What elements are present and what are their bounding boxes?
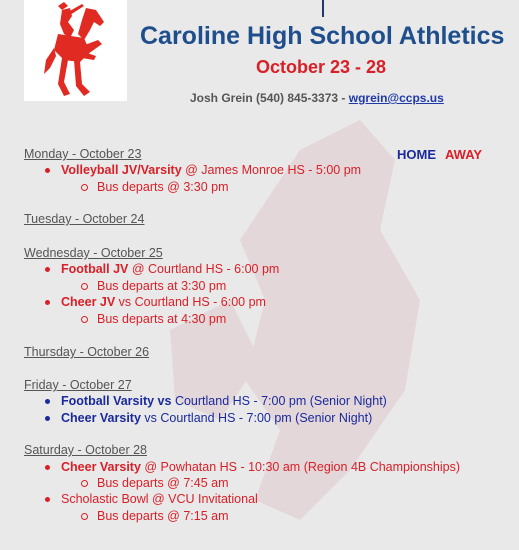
day-heading-wednesday: Wednesday - October 25 xyxy=(24,246,163,260)
bullet-icon xyxy=(45,497,50,502)
bus-departure: Bus departs @ 3:30 pm xyxy=(97,180,229,194)
event-team: Football JV xyxy=(61,262,129,276)
bus-departure: Bus departs at 3:30 pm xyxy=(97,279,227,293)
school-logo xyxy=(24,0,127,101)
sub-bullet-icon xyxy=(81,184,88,191)
bus-departure: Bus departs @ 7:45 am xyxy=(97,476,229,490)
contact-email-link[interactable]: wgrein@ccps.us xyxy=(348,91,444,105)
page-title: Caroline High School Athletics xyxy=(140,22,505,50)
event-team: Football Varsity vs xyxy=(61,394,172,408)
bullet-icon xyxy=(45,399,50,404)
event-details: vs Courtland HS - 6:00 pm xyxy=(115,295,266,309)
cavalier-horse-rider-icon xyxy=(24,0,127,101)
sub-bullet-icon xyxy=(81,480,88,487)
event-team: Cheer JV xyxy=(61,295,116,309)
event-team: Volleyball JV/Varsity xyxy=(61,163,182,177)
bullet-icon xyxy=(45,168,50,173)
date-range: October 23 - 28 xyxy=(256,57,387,77)
day-heading-thursday: Thursday - October 26 xyxy=(24,345,150,359)
sub-bullet-icon xyxy=(81,316,88,323)
event-details: @ James Monroe HS - 5:00 pm xyxy=(181,163,362,177)
event-details: @ Powhatan HS - 10:30 am (Region 4B Championships) xyxy=(140,460,461,474)
day-heading-monday: Monday - October 23 xyxy=(24,147,142,161)
bullet-icon xyxy=(45,267,50,272)
event-details: Scholastic Bowl @ VCU Invitational xyxy=(61,492,258,506)
day-heading-saturday: Saturday - October 28 xyxy=(24,443,147,457)
event-details: @ Courtland HS - 6:00 pm xyxy=(128,262,280,276)
bullet-icon xyxy=(45,300,50,305)
sub-bullet-icon xyxy=(81,513,88,520)
event-team: Cheer Varsity xyxy=(61,411,141,425)
bus-departure: Bus departs @ 7:15 am xyxy=(97,509,229,523)
contact-text: Josh Grein (540) 845-3373 - xyxy=(190,91,349,105)
top-divider-line xyxy=(322,0,324,17)
legend-away: AWAY xyxy=(445,147,483,162)
day-heading-friday: Friday - October 27 xyxy=(24,378,132,392)
legend-home: HOME xyxy=(397,147,436,162)
event-team: Cheer Varsity xyxy=(61,460,141,474)
bus-departure: Bus departs at 4:30 pm xyxy=(97,312,227,326)
event-details: vs Courtland HS - 7:00 pm (Senior Night) xyxy=(140,411,373,425)
bullet-icon xyxy=(45,465,50,470)
event-details: Courtland HS - 7:00 pm (Senior Night) xyxy=(171,394,387,408)
contact-line xyxy=(190,91,444,105)
bullet-icon xyxy=(45,416,50,421)
sub-bullet-icon xyxy=(81,283,88,290)
day-heading-tuesday: Tuesday - October 24 xyxy=(24,212,145,226)
